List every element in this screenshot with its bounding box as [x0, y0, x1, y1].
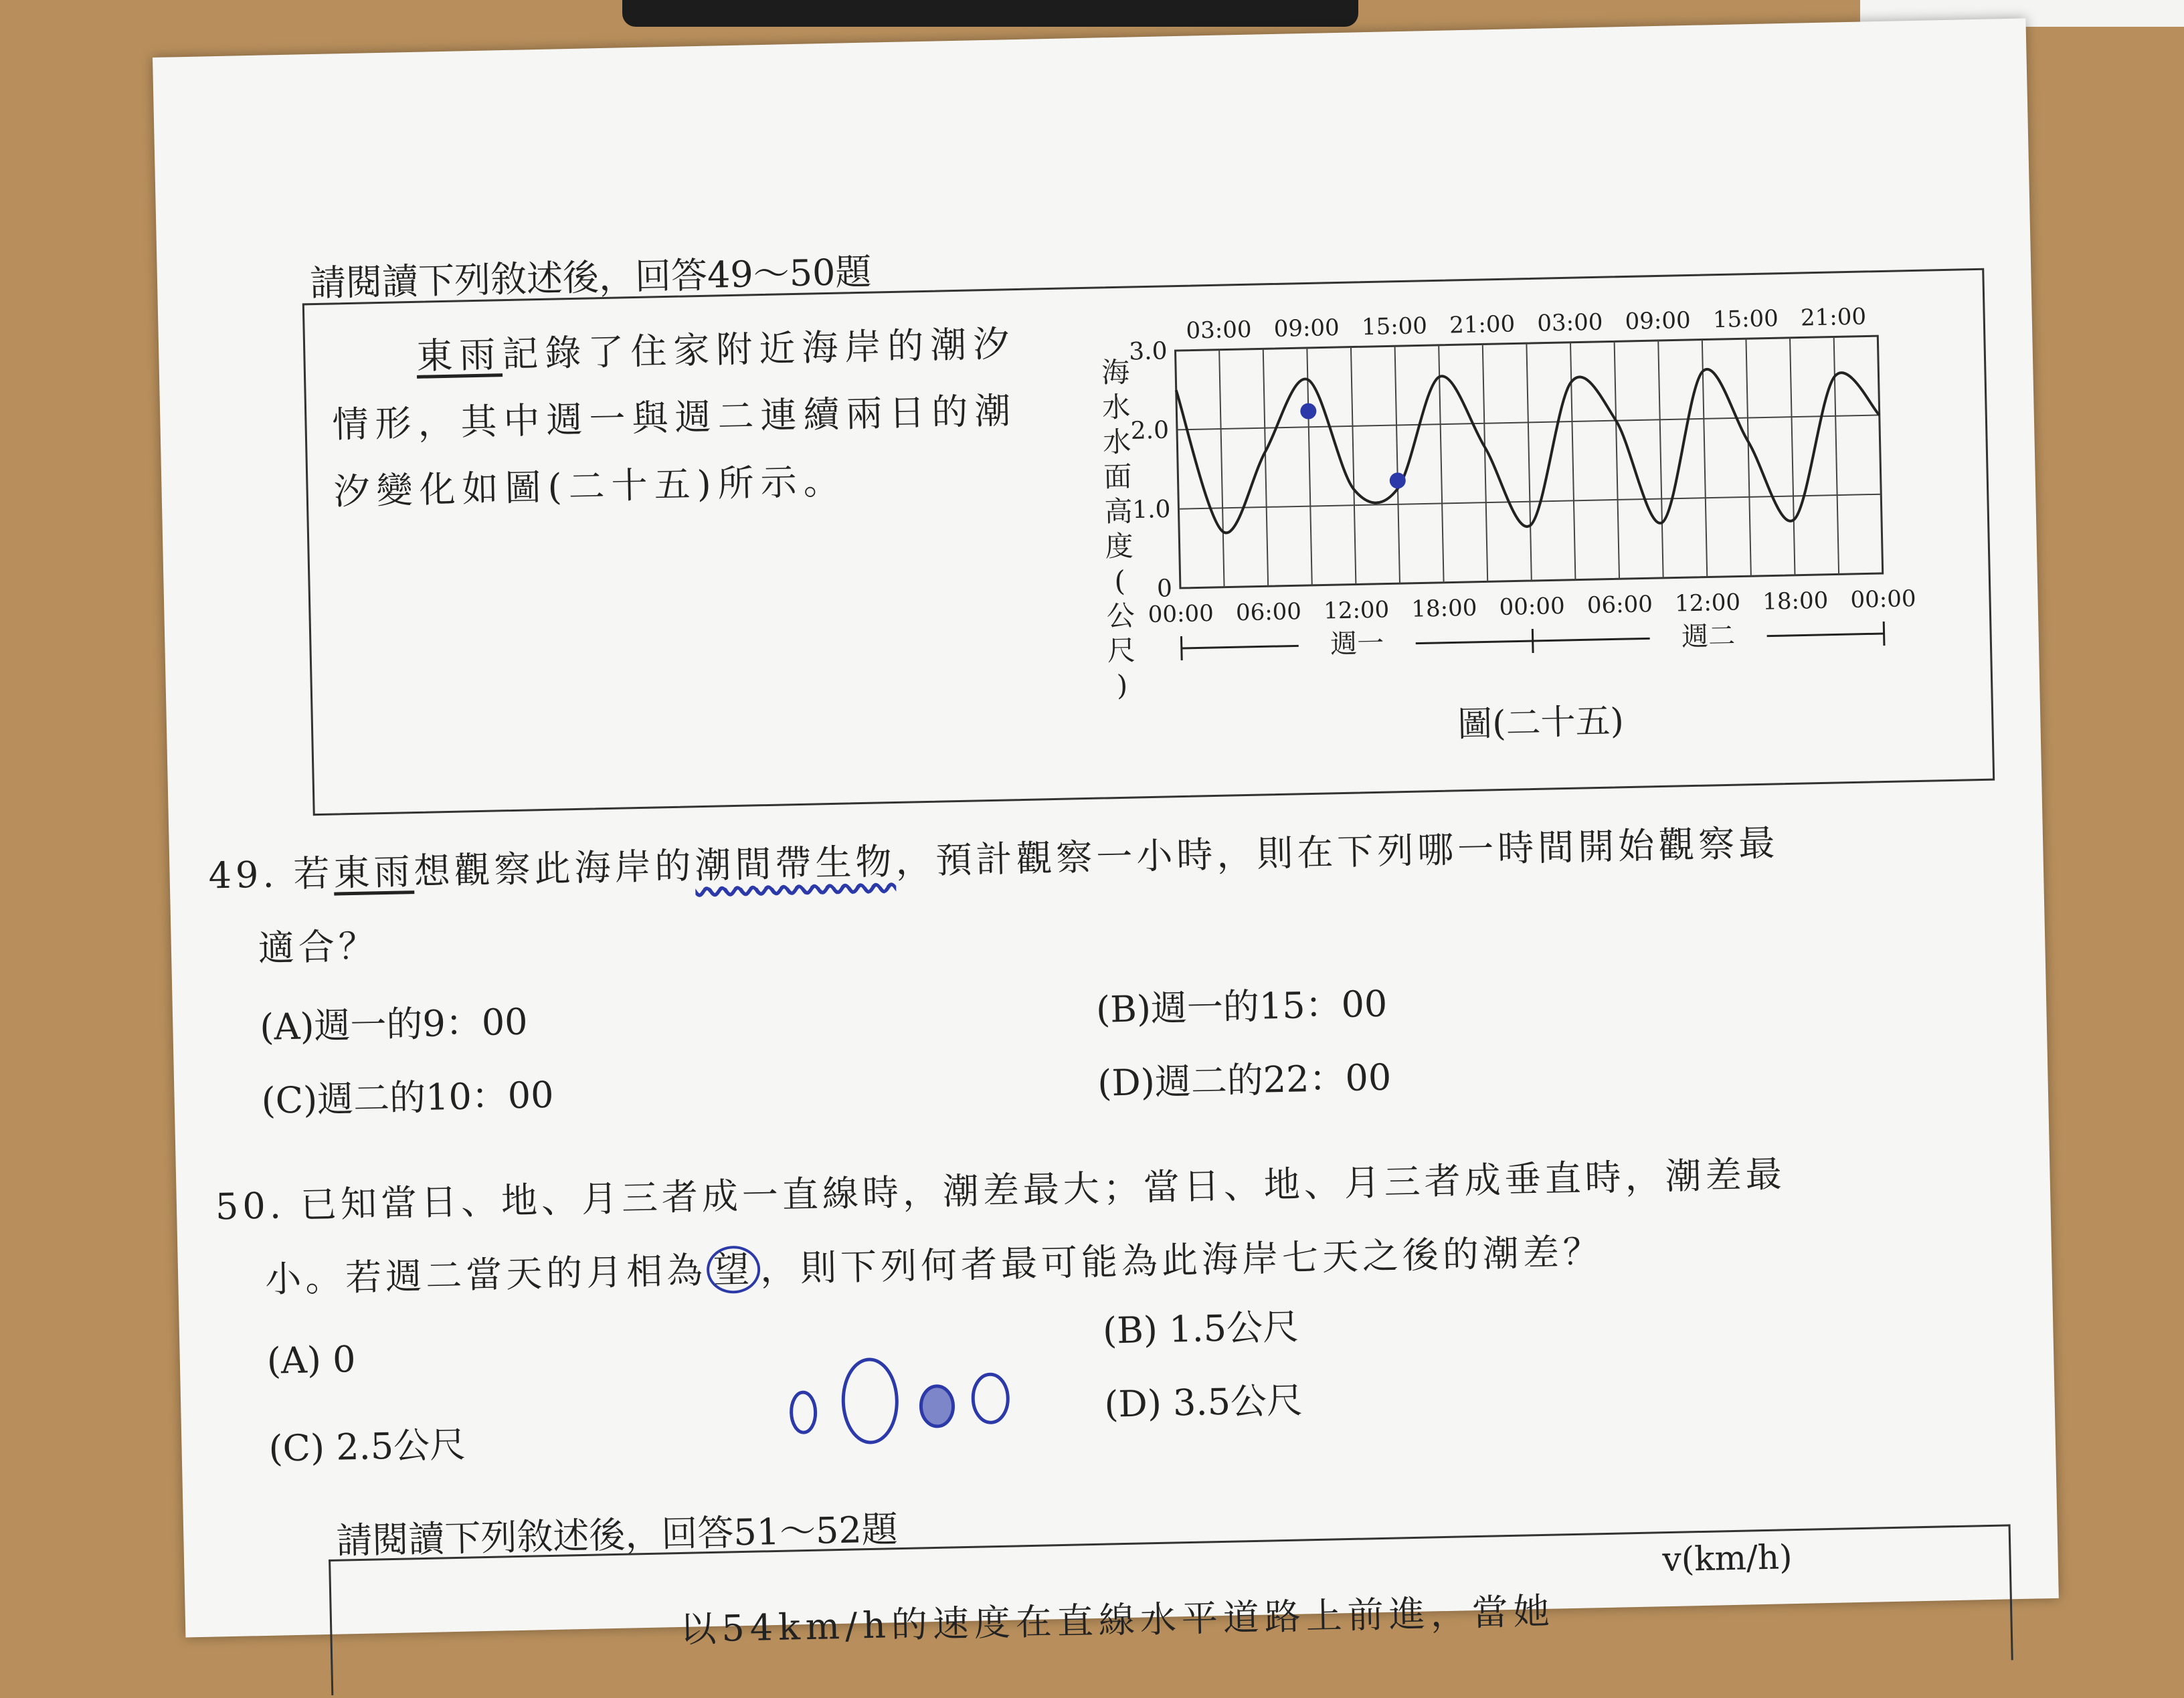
chart-ylabel-char: 公	[1106, 599, 1135, 633]
day-bracket-line	[1767, 634, 1884, 636]
q49-pre: 若	[293, 852, 335, 895]
chart-grid-vertical	[1263, 349, 1268, 586]
q50-circled-char: 望	[706, 1245, 760, 1294]
chart-grid-vertical	[1658, 341, 1663, 578]
sketch-moon-1	[791, 1392, 816, 1433]
q49-option-a[interactable]: (A)週一的9：00	[259, 1000, 529, 1048]
passage-box	[302, 268, 1995, 816]
chart-grid-vertical	[1615, 341, 1619, 579]
q49-option-d[interactable]: (D)週二的22：00	[1097, 1056, 1392, 1105]
q51-partial-text: 以54km/h的速度在直線水平道路上前進，當她	[679, 1590, 1556, 1650]
chart-grid-vertical	[1790, 338, 1795, 575]
figure-caption: 圖(二十五)	[1457, 701, 1625, 745]
tide-chart	[1127, 291, 1959, 696]
chart-xtick-bottom: 00:00	[1499, 592, 1566, 622]
day-bracket-line	[1533, 638, 1650, 641]
q50-option-a[interactable]: (A) 0	[266, 1338, 357, 1382]
chart-xtick-top: 09:00	[1625, 306, 1692, 335]
q50-option-d[interactable]: (D) 3.5公尺	[1103, 1379, 1303, 1426]
chart-marked-point	[1300, 403, 1316, 419]
chart-xtick-top: 21:00	[1449, 310, 1516, 339]
chart-day-label: 週二	[1681, 620, 1736, 653]
chart-grid-vertical	[1395, 346, 1400, 583]
chart-ylabel-char: 面	[1103, 460, 1132, 494]
chart-xtick-bottom: 06:00	[1586, 591, 1653, 620]
chart-xtick-top: 21:00	[1800, 303, 1867, 332]
chart-ylabel-char: 度	[1105, 529, 1134, 563]
chart-xtick-bottom: 18:00	[1762, 587, 1829, 616]
chart-xtick-top: 03:00	[1186, 316, 1252, 345]
chart-grid-vertical	[1351, 347, 1356, 585]
chart-xtick-top: 03:00	[1536, 308, 1603, 337]
q49-post: ，預計觀察一小時，則在下列哪一時間開始觀察最	[895, 822, 1779, 883]
chart-xtick-bottom: 00:00	[1850, 585, 1916, 614]
q49-number: 49.	[207, 853, 279, 897]
chart-ylabel-char: (	[1113, 564, 1126, 598]
passage-text	[330, 310, 1023, 526]
chart-xtick-top: 15:00	[1712, 305, 1779, 334]
chart-ylabel-char: 高	[1104, 494, 1133, 529]
chart-ytick-label: 0	[1156, 575, 1173, 603]
q50-pre: 小。若週二當天的月相為	[264, 1249, 707, 1301]
chart-xtick-bottom: 06:00	[1235, 598, 1302, 627]
passage-body: 記錄了住家附近海岸的潮汐情形，其中週一與週二連續兩日的潮汐變化如圖(二十五)所示。	[331, 322, 1018, 513]
chart-grid-vertical	[1526, 343, 1531, 581]
q50-post: ，則下列何者最可能為此海岸七天之後的潮差？	[759, 1230, 1604, 1291]
q50-text1: 已知當日、地、月三者成一直線時，潮差最大；當日、地、月三者成垂直時，潮差最	[300, 1153, 1787, 1226]
chart-ytick-label: 2.0	[1130, 416, 1170, 445]
chart-ylabel-char: 水	[1101, 390, 1131, 424]
q49-mid: 想觀察此海岸的	[413, 844, 696, 893]
chart-xtick-bottom: 00:00	[1148, 599, 1214, 629]
day-bracket-line	[1416, 641, 1533, 644]
chart-grid-vertical	[1702, 340, 1707, 577]
intro-49-50: 請閱讀下列敘述後，回答49～50題	[309, 250, 873, 305]
q49-wavy-underlined: 潮間帶生物	[694, 840, 897, 887]
q49-line1	[207, 806, 1779, 913]
chart-ytick-label: 1.0	[1131, 495, 1171, 525]
chart-ylabel-char: 尺	[1107, 634, 1136, 668]
q50-number: 50.	[215, 1184, 286, 1228]
q49-line2: 適合？	[258, 925, 379, 969]
exam-paper	[153, 18, 2059, 1650]
sketch-moon-4	[972, 1374, 1008, 1423]
chart-xtick-bottom: 12:00	[1323, 596, 1390, 625]
chart-grid-vertical	[1219, 350, 1224, 587]
dark-object-top	[622, 0, 1358, 27]
chart-grid-vertical	[1483, 344, 1487, 581]
day-bracket-line	[1182, 646, 1299, 648]
q50-option-b[interactable]: (B) 1.5公尺	[1102, 1305, 1299, 1352]
chart-ylabel-char: )	[1116, 668, 1128, 702]
chart-xtick-bottom: 18:00	[1411, 594, 1477, 623]
sketch-moon-3	[921, 1386, 953, 1426]
chart-xtick-top: 09:00	[1273, 314, 1340, 343]
chart-ylabel-char: 海	[1101, 355, 1130, 389]
day-bracket-tick	[1181, 636, 1182, 660]
intro-51-52: 請閱讀下列敘述後，回答51～52題	[335, 1508, 899, 1562]
graph-v-label: v(km/h)	[1661, 1537, 1793, 1580]
chart-ytick-label: 3.0	[1128, 337, 1168, 366]
chart-xtick-bottom: 12:00	[1674, 589, 1741, 618]
passage-name: 東雨	[416, 333, 503, 377]
q49-name: 東雨	[333, 850, 415, 894]
chart-grid-vertical	[1746, 339, 1750, 576]
q49-option-b[interactable]: (B)週一的15：00	[1095, 982, 1388, 1031]
chart-xtick-top: 15:00	[1361, 312, 1428, 341]
handwritten-moon-sketch	[782, 1344, 1038, 1456]
chart-ylabel-char: 水	[1102, 425, 1131, 459]
q49-option-c[interactable]: (C)週二的10：00	[261, 1073, 555, 1122]
q50-option-c[interactable]: (C) 2.5公尺	[268, 1423, 466, 1470]
chart-day-label: 週一	[1330, 628, 1384, 660]
chart-grid-vertical	[1439, 345, 1443, 583]
sketch-moon-2	[842, 1359, 898, 1443]
